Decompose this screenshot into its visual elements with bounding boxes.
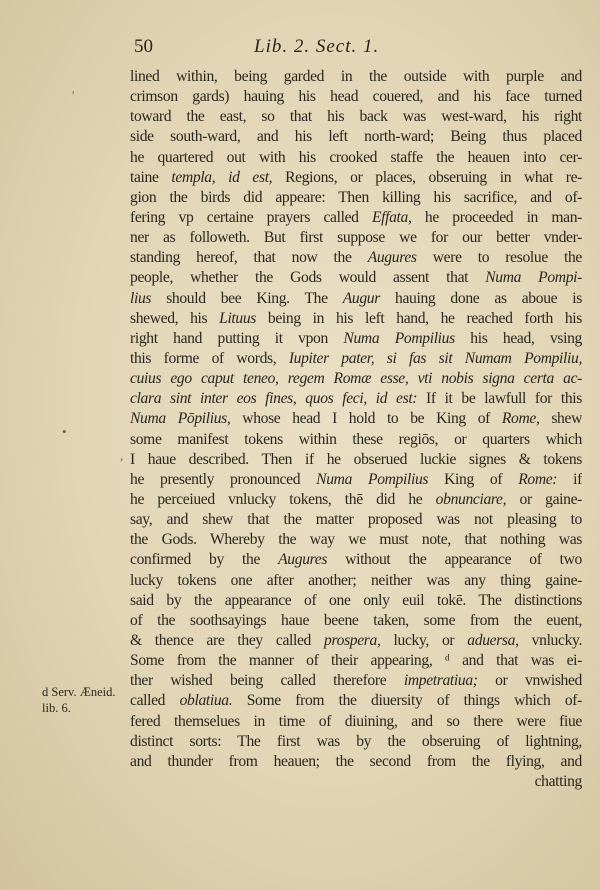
text-run: distinct sorts: The first was by the obseruing of lightning,: [130, 732, 582, 750]
italic-phrase: prospera,: [324, 631, 381, 649]
text-line: [130, 369, 582, 389]
text-run: said by the appearance of one only euil tokē. The distinctions: [130, 591, 582, 609]
text-run: called: [130, 692, 180, 710]
text-line: [130, 208, 582, 228]
italic-phrase: Numa Pompilius: [316, 470, 429, 488]
italic-phrase: lius: [130, 289, 152, 307]
text-run: & thence are they called: [130, 631, 325, 649]
text-line: [130, 691, 582, 711]
text-run: lined within, being garded in the outside with purple and: [130, 68, 582, 85]
text-run: he quartered out with his crooked staffe the heauen into cer-: [130, 148, 582, 166]
italic-phrase: Rome:: [518, 470, 558, 488]
italic-phrase: impetratiua;: [403, 672, 478, 690]
text-run: Some from the diuersity of things which of-: [232, 692, 582, 710]
text-run: of the soothsayings haue beene taken, some from the euent,: [130, 611, 582, 629]
text-line: [130, 510, 582, 530]
text-line: [130, 732, 582, 752]
italic-phrase: obnunciare,: [435, 490, 507, 508]
text-line: [130, 248, 582, 268]
text-run: taine: [130, 168, 172, 186]
marginal-note: d Serv. Æneid. lib. 6.: [42, 685, 116, 715]
text-run: lucky tokens one after another; neither was any thing gaine-: [130, 571, 582, 589]
text-line: [130, 571, 582, 591]
text-line: [130, 127, 582, 147]
text-run: he presently pronounced: [130, 470, 317, 488]
body-text: [130, 67, 582, 792]
text-run: shew: [539, 410, 582, 428]
italic-phrase: Rome,: [501, 410, 540, 428]
text-line: [130, 329, 582, 349]
margin-mark: ,: [120, 448, 124, 463]
text-run: chatting: [534, 772, 582, 790]
text-run: lucky, or: [380, 631, 468, 649]
italic-phrase: Iupiter pater, si fas sit Numam Pompiliu,: [288, 349, 582, 367]
text-line: [130, 107, 582, 127]
text-line: [130, 87, 582, 107]
italic-phrase: Augures: [278, 551, 328, 569]
margin-mark: ': [72, 88, 75, 103]
text-line: [130, 591, 582, 611]
text-line: [130, 752, 582, 772]
text-run: fering vp certaine prayers called: [130, 208, 372, 226]
text-line: [130, 188, 582, 208]
text-run: or gaine-: [506, 490, 582, 508]
text-run: toward the east, so that his back was west-ward, his right: [130, 108, 582, 126]
text-line: [130, 772, 582, 792]
text-run: vnlucky.: [518, 631, 582, 649]
italic-phrase: cuius ego caput teneo, regem Romæ esse, vti nobis signa certa ac-: [130, 370, 582, 388]
text-run: he perceiued vnlucky tokens, thē did he: [130, 490, 436, 508]
text-line: [130, 349, 582, 369]
text-line: [130, 490, 582, 510]
italic-phrase: Lituus: [219, 309, 257, 327]
running-title: Lib. 2. Sect. 1.: [254, 36, 380, 57]
text-run: or vnwished: [477, 672, 582, 690]
text-run: standing hereof, that now the: [130, 249, 368, 267]
text-line: [130, 430, 582, 450]
text-line: [130, 289, 582, 309]
text-line: [130, 611, 582, 631]
text-line: [130, 651, 582, 671]
text-line: [130, 450, 582, 470]
text-run: if: [557, 470, 582, 488]
text-run: he proceeded in man-: [411, 208, 582, 226]
text-run: his head, vsing: [454, 329, 582, 347]
text-line: [130, 389, 582, 409]
text-run: gion the birds did appeare: Then killing his sacrifice, and of-: [130, 188, 582, 206]
text-line: [130, 67, 582, 87]
text-line: [130, 309, 582, 329]
text-run: should bee King. The: [151, 289, 343, 307]
text-run: some manifest tokens within these regiōs, or quarters which: [130, 430, 582, 448]
margin-mark: •: [62, 424, 67, 439]
text-run: I haue described. Then if he obserued luckie signes & tokens: [130, 450, 582, 468]
italic-phrase: Numa Pompi-: [485, 269, 582, 287]
text-line: [130, 631, 582, 651]
italic-phrase: aduersa,: [467, 631, 519, 649]
text-run: being in his left hand, he reached forth his: [256, 309, 582, 327]
italic-phrase: clara sint inter eos fines, quos feci, id est:: [130, 390, 418, 408]
text-run: fered themselues in time of diuining, and so there were fiue: [130, 712, 582, 730]
text-line: [130, 470, 582, 490]
italic-phrase: oblatiua.: [179, 692, 233, 710]
text-run: without the appearance of two: [327, 551, 582, 569]
text-line: [130, 168, 582, 188]
text-run: the Gods. Whereby the way we must note, that nothing was: [130, 531, 582, 549]
text-run: this forme of words,: [130, 349, 289, 367]
italic-phrase: Augures: [367, 249, 417, 267]
italic-phrase: Numa Pompilius: [343, 329, 455, 347]
text-run: say, and shew that the matter proposed was not pleasing to: [130, 511, 582, 529]
italic-phrase: templa, id est,: [171, 168, 273, 186]
text-run: were to resolue the: [416, 249, 582, 267]
text-run: right hand putting it vpon: [130, 329, 344, 347]
text-line: [130, 530, 582, 550]
text-run: Regions, or places, obseruing in what re-: [272, 168, 582, 186]
text-line: [130, 228, 582, 248]
text-run: confirmed by the: [130, 551, 279, 569]
text-line: [130, 712, 582, 732]
text-run: crimson gards) hauing his head couered, and his face turned: [130, 88, 582, 106]
text-line: [130, 268, 582, 288]
page-number: 50: [134, 36, 153, 57]
italic-phrase: Numa Pōpilius,: [130, 410, 231, 428]
text-run: King of: [428, 470, 519, 488]
text-run: ther wished being called therefore: [130, 672, 404, 690]
text-run: shewed, his: [130, 309, 220, 327]
text-run: people, whether the Gods would assent that: [130, 269, 486, 287]
italic-phrase: Augur: [342, 289, 380, 307]
text-run: Some from the manner of their appearing, ᵈ and that was ei-: [130, 652, 582, 670]
text-line: [130, 148, 582, 168]
text-run: ner as followeth. But first suppose we for our better vnder-: [130, 229, 582, 247]
text-run: side south-ward, and his left north-ward; Being thus placed: [130, 128, 582, 146]
page-header: [134, 36, 574, 62]
text-run: and thunder from heauen; the second from the flying, and: [130, 752, 582, 770]
text-run: If it be lawfull for this: [417, 390, 582, 408]
text-line: [130, 550, 582, 570]
text-run: whose head I hold to be King of: [230, 410, 502, 428]
text-line: [130, 409, 582, 429]
italic-phrase: Effata,: [371, 208, 412, 226]
text-line: [130, 671, 582, 691]
text-run: hauing done as aboue is: [379, 289, 582, 307]
